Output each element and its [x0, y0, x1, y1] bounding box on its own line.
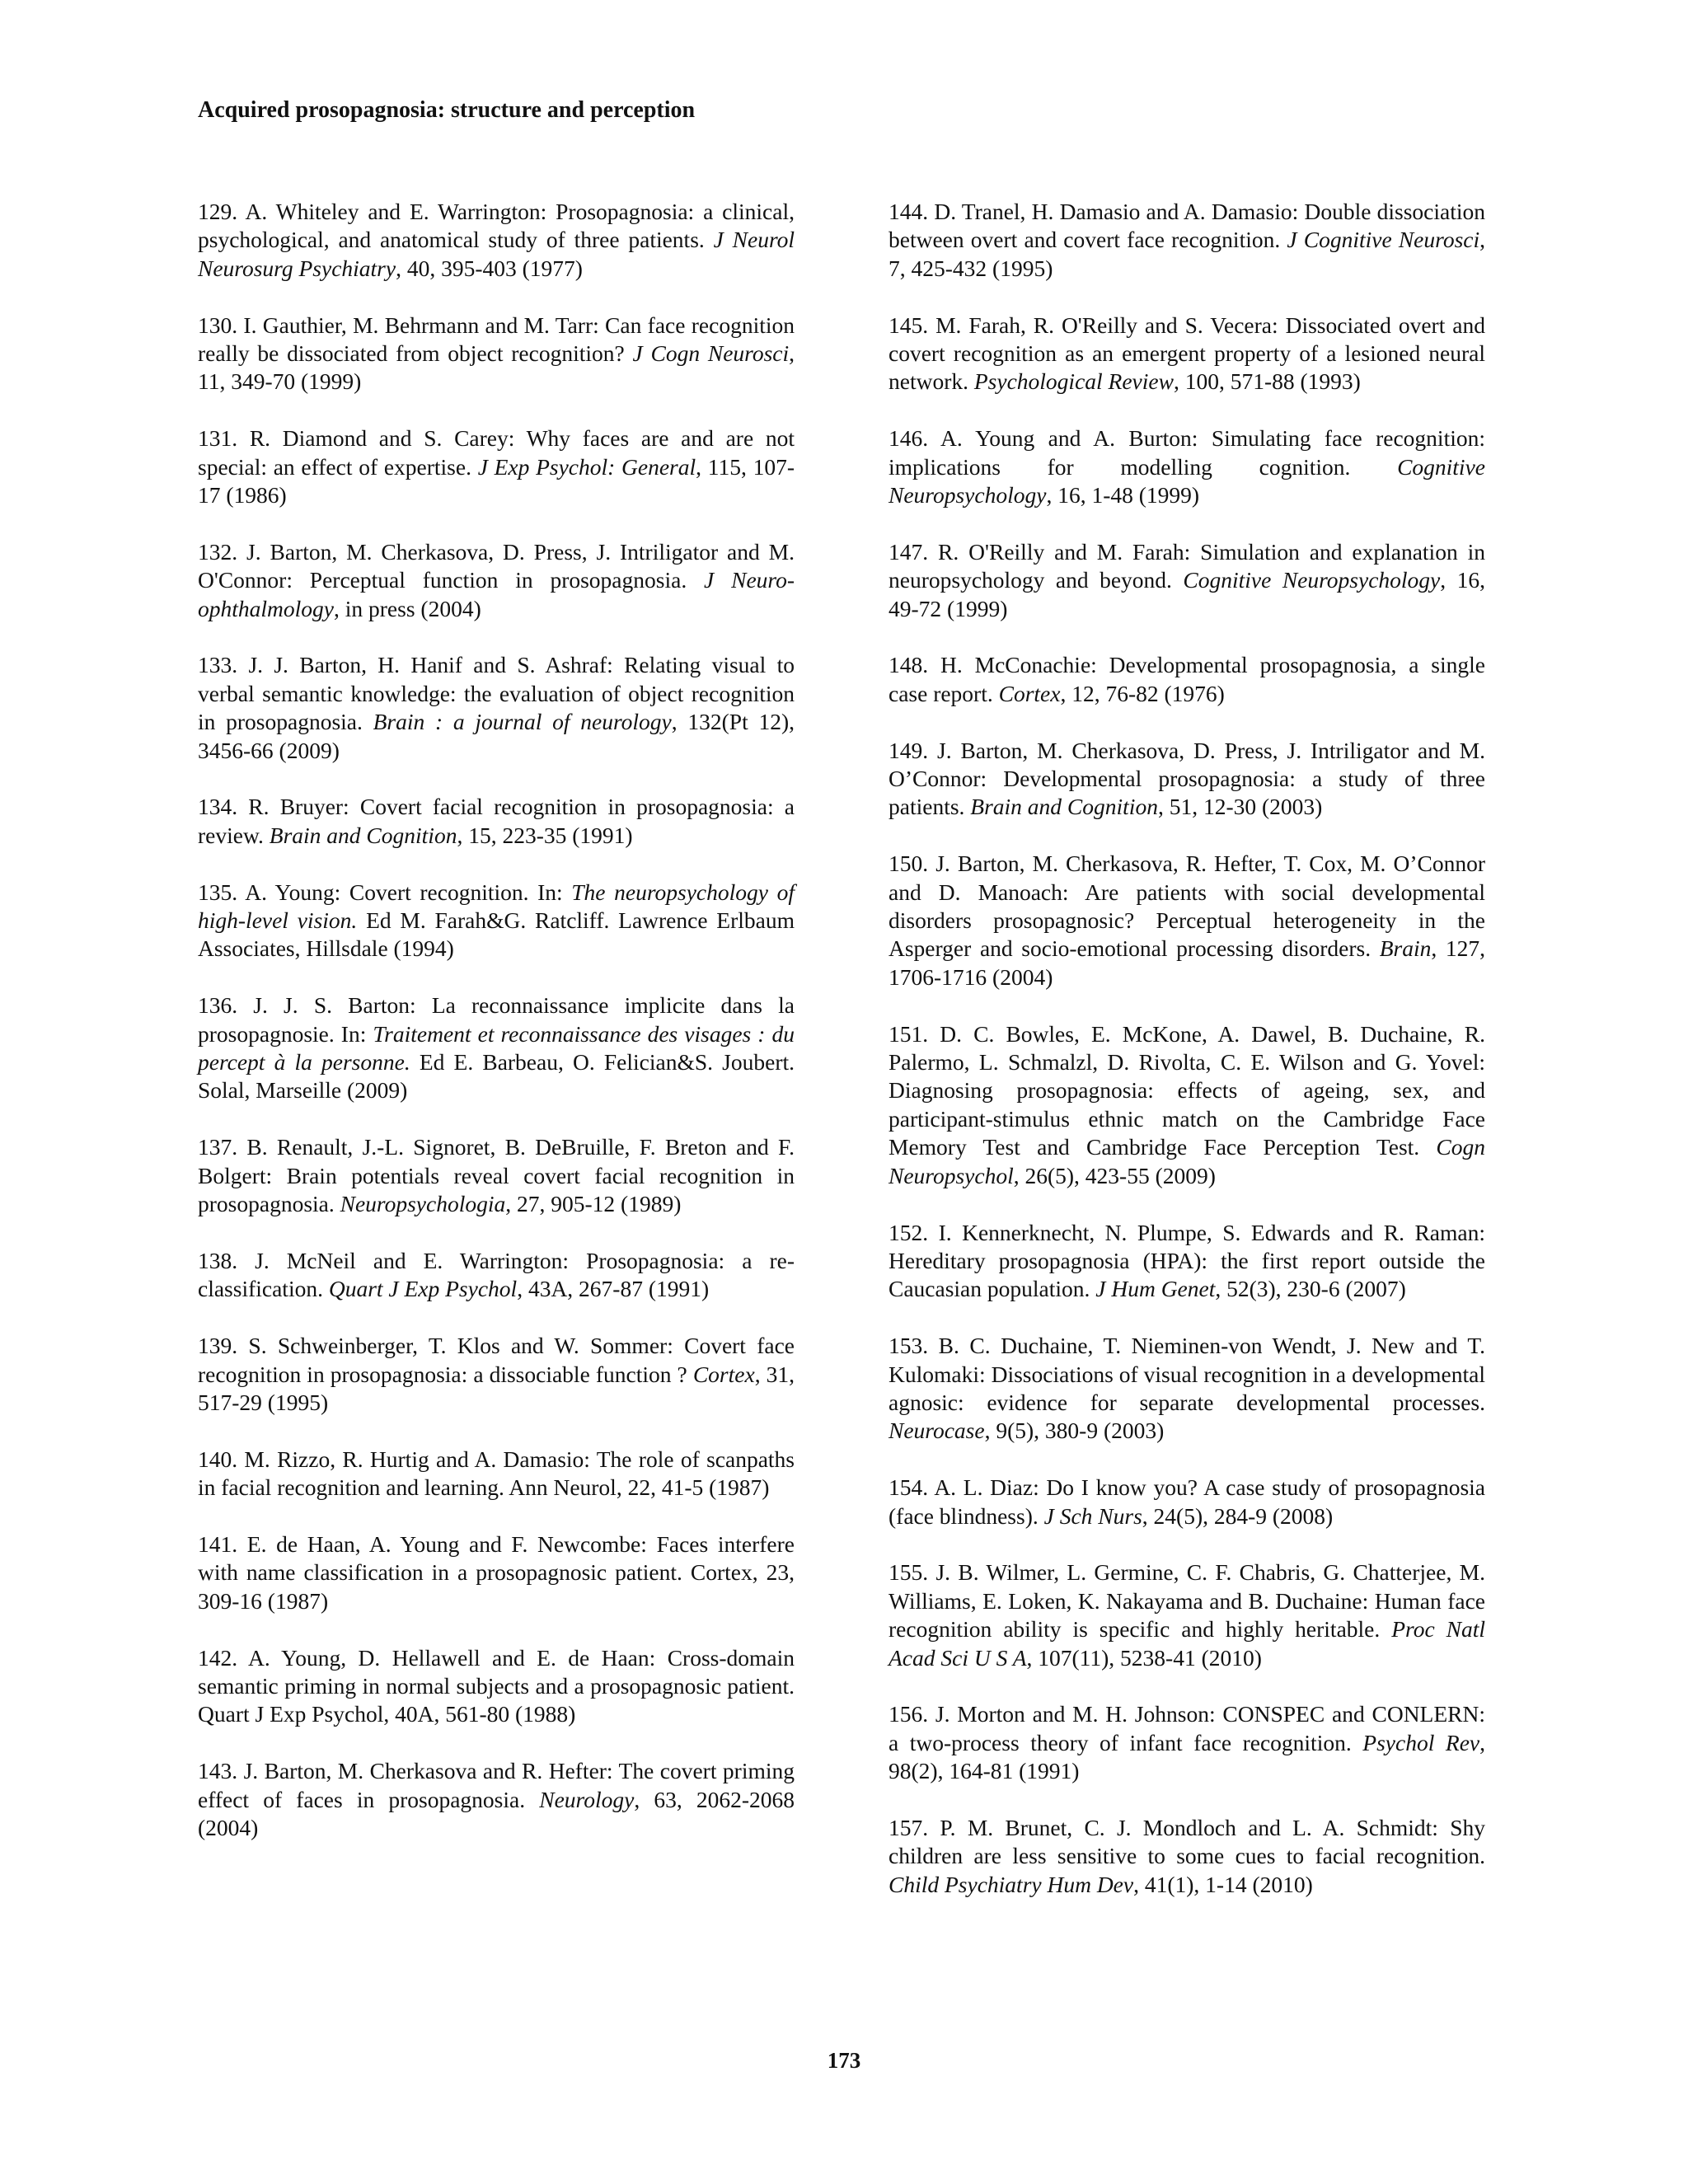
reference-text: 147. R. O'Reilly and M. Farah: Simulation and explanation in neuropsychology and beyond.: [889, 538, 1485, 593]
reference-entry: [198, 1332, 795, 1417]
reference-details: Ed E. Barbeau, O. Felician&S. Joubert. Solal, Marseille (2009): [198, 1049, 795, 1104]
reference-text: 146. A. Young and A. Burton: Simulating face recognition: implications for modelling cognition.: [889, 425, 1485, 480]
reference-text: 152. I. Kennerknecht, N. Plumpe, S. Edwards and R. Raman: Hereditary prosopagnosia (HPA): the first report outside the Caucasian population.: [889, 1219, 1485, 1302]
reference-text: 134. R. Bruyer: Covert facial recognition in prosopagnosia: a review.: [198, 794, 795, 848]
reference-entry: [889, 1332, 1485, 1446]
reference-details: , 40, 395-403 (1977): [396, 255, 583, 281]
reference-entry: [198, 651, 795, 765]
reference-details: , 115, 107-17 (1986): [198, 453, 795, 509]
reference-journal: Cortex: [998, 680, 1061, 706]
reference-text: 154. A. L. Diaz: Do I know you? A case study of prosopagnosia (face blindness).: [889, 1474, 1485, 1529]
reference-journal: Child Psychiatry Hum Dev: [889, 1871, 1134, 1897]
reference-text: 149. J. Barton, M. Cherkasova, D. Press, J. Intriligator and M. O’Connor: Developmental prosopagnosia: a study of three patients.: [889, 737, 1485, 820]
reference-journal: J Exp Psychol: General: [477, 453, 696, 480]
reference-details: , 16, 1-48 (1999): [1046, 482, 1200, 509]
reference-details: , 12, 76-82 (1976): [1060, 680, 1225, 706]
reference-entry: [889, 538, 1485, 623]
reference-entry: [198, 312, 795, 396]
reference-entry: [198, 1757, 795, 1842]
reference-text: 143. J. Barton, M. Cherkasova and R. Hefter: The covert priming effect of faces in prosopagnosia.: [198, 1758, 795, 1812]
reference-entry: [198, 424, 795, 509]
reference-details: , 52(3), 230-6 (2007): [1215, 1276, 1406, 1302]
reference-text: 131. R. Diamond and S. Carey: Why faces are and are not special: an effect of expertise.: [198, 425, 795, 480]
reference-journal: Psychological Review: [973, 368, 1174, 395]
reference-details: , 15, 223-35 (1991): [457, 822, 633, 848]
reference-entry: [889, 1474, 1485, 1530]
reference-text: 157. P. M. Brunet, C. J. Mondloch and L. A. Schmidt: Shy children are less sensitive to some cues to facial recognition.: [889, 1814, 1485, 1869]
reference-text: 132. J. Barton, M. Cherkasova, D. Press, J. Intriligator and M. O'Connor: Perceptual function in prosopagnosia.: [198, 538, 795, 593]
reference-text: 156. J. Morton and M. H. Johnson: CONSPEC and CONLERN: a two-process theory of infant face recognition.: [889, 1701, 1485, 1755]
running-head: Acquired prosopagnosia: structure and perception: [198, 97, 696, 123]
reference-text: 141. E. de Haan, A. Young and F. Newcombe: Faces interfere with name classification in a prosopagnosic patient. Cortex, 23, 309-16 (1987): [198, 1530, 795, 1614]
reference-details: , 7, 425-432 (1995): [889, 227, 1485, 281]
reference-journal: Proc Natl Acad Sci U S A: [889, 1616, 1485, 1671]
reference-entry: [889, 850, 1485, 991]
reference-text: 135. A. Young: Covert recognition. In:: [198, 879, 572, 905]
reference-text: 139. S. Schweinberger, T. Klos and W. Sommer: Covert face recognition in prosopagnosia: a dissociable function ?: [198, 1333, 795, 1387]
reference-journal: J Neuro-ophthalmology: [198, 567, 795, 621]
reference-entry: [889, 424, 1485, 509]
reference-details: , 98(2), 164-81 (1991): [889, 1729, 1485, 1784]
reference-details: Ed M. Farah&G. Ratcliff. Lawrence Erlbaum Associates, Hillsdale (1994): [198, 907, 795, 962]
reference-entry: [198, 538, 795, 623]
right-reference-column: [889, 198, 1485, 1928]
reference-entry: [889, 1020, 1485, 1190]
reference-journal: Neurology: [539, 1786, 635, 1812]
reference-journal: Cognitive Neuropsychology: [889, 453, 1485, 509]
reference-text: 153. B. C. Duchaine, T. Nieminen-von Wendt, J. New and T. Kulomaki: Dissociations of visual recognition in a developmental agnosic: evidence for separate developmental processes.: [889, 1333, 1485, 1415]
reference-journal: Psychol Rev: [1362, 1729, 1480, 1755]
reference-details: , 127, 1706-1716 (2004): [889, 935, 1486, 990]
reference-entry: [198, 1530, 795, 1615]
reference-journal: Brain and Cognition: [970, 794, 1158, 820]
reference-entry: [198, 793, 795, 850]
reference-text: 155. J. B. Wilmer, L. Germine, C. F. Chabris, G. Chatterjee, M. Williams, E. Loken, K. Nakayama and B. Duchaine: Human face recognition ability is specific and highly heritable.: [889, 1559, 1485, 1643]
reference-details: , 107(11), 5238-41 (2010): [1026, 1644, 1262, 1671]
reference-journal: Brain : a journal of neurology: [373, 709, 672, 735]
reference-text: 140. M. Rizzo, R. Hurtig and A. Damasio: The role of scanpaths in facial recognition and learning. Ann Neurol, 22, 41-5 (1987): [198, 1446, 795, 1501]
reference-entry: [889, 312, 1485, 396]
reference-entry: [198, 198, 795, 283]
reference-journal: Neuropsychologia: [340, 1191, 506, 1217]
reference-details: , 26(5), 423-55 (2009): [1013, 1162, 1216, 1188]
reference-entry: [198, 1247, 795, 1304]
reference-entry: [198, 879, 795, 963]
reference-details: , 41(1), 1-14 (2010): [1133, 1871, 1313, 1897]
reference-details: , 63, 2062-2068 (2004): [198, 1786, 795, 1840]
reference-text: 144. D. Tranel, H. Damasio and A. Damasio: Double dissociation between overt and covert face recognition.: [889, 199, 1485, 253]
reference-entry: [889, 1814, 1485, 1899]
reference-entry: [889, 1700, 1485, 1785]
reference-details: , 132(Pt 12), 3456-66 (2009): [198, 709, 795, 763]
reference-entry: [889, 1219, 1485, 1304]
reference-text: 129. A. Whiteley and E. Warrington: Prosopagnosia: a clinical, psychological, and anatomical study of three patients.: [198, 199, 795, 253]
reference-journal: J Hum Genet: [1095, 1276, 1216, 1302]
reference-details: , 16, 49-72 (1999): [889, 567, 1485, 621]
reference-text: 136. J. J. S. Barton: La reconnaissance implicite dans la prosopagnosie. In:: [198, 992, 795, 1047]
reference-journal: The neuropsychology of high-level vision.: [198, 879, 795, 934]
reference-details: , 43A, 267-87 (1991): [517, 1276, 710, 1302]
reference-journal: Brain and Cognition: [269, 822, 457, 848]
reference-text: 137. B. Renault, J.-L. Signoret, B. DeBruille, F. Breton and F. Bolgert: Brain potentials reveal covert facial recognition in prosopagnosia.: [198, 1134, 795, 1217]
reference-journal: Cogn Neuropsychol: [889, 1134, 1485, 1188]
reference-details: , 24(5), 284-9 (2008): [1142, 1502, 1334, 1529]
reference-journal: J Neurol Neurosurg Psychiatry: [198, 227, 795, 281]
page-number: 173: [827, 2048, 861, 2073]
reference-journal: J Cognitive Neurosci: [1287, 227, 1480, 253]
reference-details: , 27, 905-12 (1989): [505, 1191, 682, 1217]
reference-text: 145. M. Farah, R. O'Reilly and S. Vecera: Dissociated overt and covert recognition as an emergent property of a lesioned neural network.: [889, 312, 1485, 395]
reference-details: , 11, 349-70 (1999): [198, 340, 795, 395]
left-reference-column: [198, 198, 795, 1871]
reference-details: , 9(5), 380-9 (2003): [984, 1418, 1165, 1444]
reference-text: 148. H. McConachie: Developmental prosopagnosia, a single case report.: [889, 652, 1485, 706]
reference-text: 133. J. J. Barton, H. Hanif and S. Ashraf: Relating visual to verbal semantic knowledge: the evaluation of object recognition in prosopagnosia.: [198, 652, 795, 735]
reference-journal: Cognitive Neuropsychology: [1183, 567, 1441, 593]
reference-journal: Cortex: [692, 1361, 755, 1387]
reference-text: 142. A. Young, D. Hellawell and E. de Haan: Cross-domain semantic priming in normal subjects and a prosopagnosic patient. Quart J Exp Psychol, 40A, 561-80 (1988): [198, 1644, 795, 1727]
reference-journal: Neurocase: [889, 1418, 985, 1444]
reference-text: 151. D. C. Bowles, E. McKone, A. Dawel, B. Duchaine, R. Palermo, L. Schmalzl, D. Rivolta, C. E. Wilson and G. Yovel: Diagnosing prosopagnosia: effects of ageing, sex, and participant-stimulus ethnic match on the Cambridge Face Memory Test and Cambridge Face Perception Test.: [889, 1020, 1485, 1160]
reference-entry: [889, 1558, 1485, 1672]
reference-entry: [198, 1446, 795, 1502]
reference-details: , 100, 571-88 (1993): [1173, 368, 1361, 395]
reference-text: 138. J. McNeil and E. Warrington: Prosopagnosia: a re-classification.: [198, 1247, 795, 1302]
reference-details: , 51, 12-30 (2003): [1157, 794, 1323, 820]
reference-journal: Brain: [1379, 935, 1432, 962]
reference-entry: [889, 651, 1485, 708]
reference-journal: J Cogn Neurosci: [632, 340, 790, 367]
reference-journal: Quart J Exp Psychol: [328, 1276, 518, 1302]
reference-journal: Traitement et reconnaissance des visages : du percept à la personne.: [198, 1020, 795, 1076]
reference-entry: [889, 198, 1485, 283]
reference-details: , in press (2004): [334, 595, 481, 621]
reference-text: 150. J. Barton, M. Cherkasova, R. Hefter, T. Cox, M. O’Connor and D. Manoach: Are patients with social developmental disorders prosopagnosic? Perceptual heterogeneity in the Asperger and socio-emotional processing disorders.: [889, 851, 1485, 962]
reference-text: 130. I. Gauthier, M. Behrmann and M. Tarr: Can face recognition really be dissociated from object recognition?: [198, 312, 795, 367]
reference-details: , 31, 517-29 (1995): [198, 1361, 795, 1415]
reference-entry: [198, 1133, 795, 1218]
reference-entry: [889, 737, 1485, 822]
reference-entry: [198, 991, 795, 1105]
reference-entry: [198, 1644, 795, 1729]
reference-journal: J Sch Nurs: [1043, 1502, 1142, 1529]
